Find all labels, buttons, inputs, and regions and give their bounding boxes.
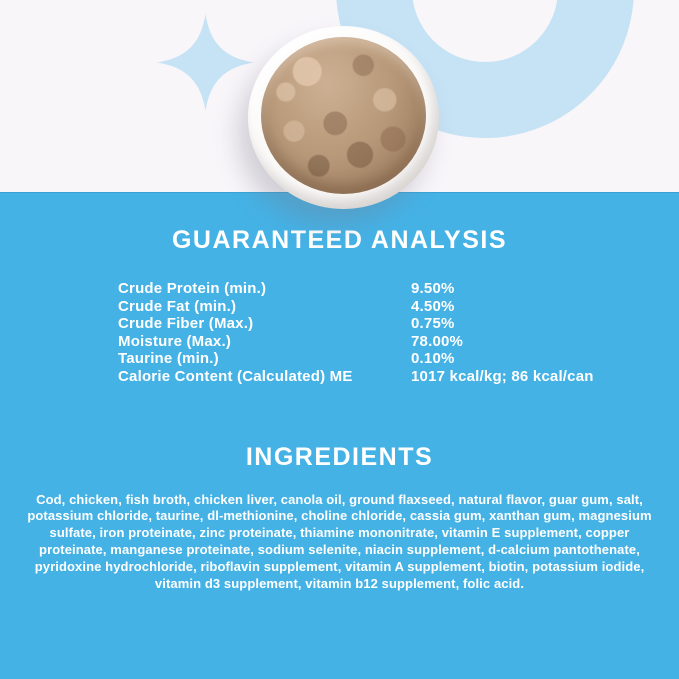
analysis-label: Moisture (Max.) [118, 332, 232, 350]
analysis-value: 78.00% [411, 332, 464, 350]
analysis-label: Crude Fiber (Max.) [118, 315, 254, 333]
table-row [118, 350, 679, 368]
analysis-value: 0.10% [411, 350, 455, 368]
analysis-label: Crude Fat (min.) [118, 297, 237, 315]
analysis-section [0, 192, 679, 679]
guaranteed-analysis-table [118, 280, 679, 386]
sparkle-icon [157, 14, 254, 111]
pate-food-texture [261, 37, 426, 194]
analysis-value: 1017 kcal/kg; 86 kcal/can [411, 367, 594, 385]
guaranteed-analysis-title: GUARANTEED ANALYSIS [171, 226, 508, 254]
table-row [118, 333, 679, 351]
analysis-label: Crude Protein (min.) [118, 280, 267, 297]
table-row [118, 280, 679, 298]
analysis-value: 4.50% [411, 297, 455, 315]
ingredients-title: INGREDIENTS [245, 442, 434, 471]
analysis-value: 9.50% [411, 280, 455, 297]
pate-bowl-photo [248, 26, 439, 209]
table-row [118, 298, 679, 316]
ingredients-list: Cod, chicken, fish broth, chicken liver, canola oil, ground flaxseed, natural flavor, guar gum, salt, potassium chloride, taurine, dl-methionine, choline chloride, cassia gum, xanthan gum, magnesium sulfate, iron proteinate, zinc proteinate, thiamine mononitrate, vitamin E supplement, copper proteinate, manganese proteinate, sodium selenite, niacin supplement, d-calcium pantothenate, pyridoxine hydrochloride, riboflavin supplement, vitamin A supplement, biotin, potassium iodide, vitamin d3 supplement, vitamin b12 supplement, folic acid. [27, 491, 652, 591]
table-row [118, 368, 679, 386]
analysis-label: Calorie Content (Calculated) ME [118, 367, 353, 385]
analysis-value: 0.75% [411, 315, 455, 333]
table-row [118, 315, 679, 333]
analysis-label: Taurine (min.) [118, 350, 219, 368]
